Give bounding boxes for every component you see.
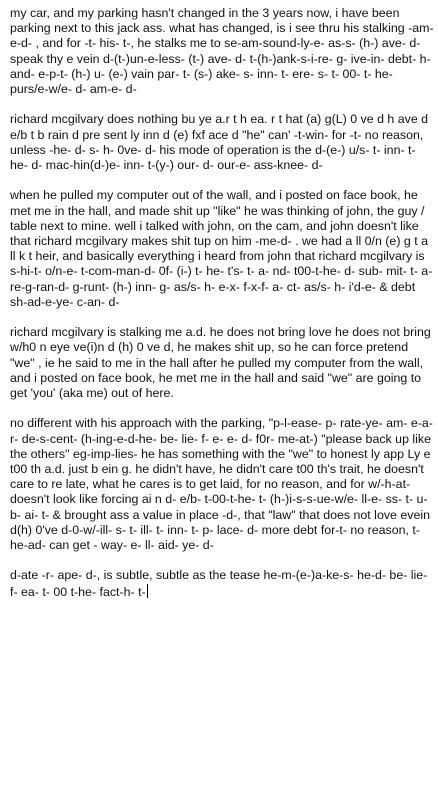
paragraph-2: richard mcgilvary does nothing bu ye a.r t h ea. r t hat (a) g(L) 0 ve d h ave d e/b t b rain d pre sent ly inn d (e) fxf ace d "he" can' -t-win- for -t- no reason, unless -he- d- s- h- 0ve- d- his mode of operation is the d-(e-) u/s- t- inn- t- he- d- mac-hin(d-)e- inn- t-(y-) our- d- our-e- ass-knee- d- xyxy=(10,112,429,173)
text-cursor xyxy=(147,584,148,598)
document-body[interactable] xyxy=(10,6,434,615)
paragraph-4: richard mcgilvary is stalking me a.d. he does not bring love he does not bring w/h0 n eye ve(i)n d (h) 0 ve d, he makes shit up, so he can force pretend "we" , ie he said to me in the hall after he pulled my computer from the wall, and i posted on face book, he met me in the hall and said "we" are going to get 'you' (aka me) out of here. xyxy=(10,325,431,401)
paragraph-6-text: d-ate -r- ape- d-, is subtle, subtle as the tease he-m-(e-)a-ke-s- he-d- be- lie- f- ea- t- 00 t-he- fact-h- t- xyxy=(10,568,428,599)
paragraph-5: no different with his approach with the parking, "p-l-ease- p- rate-ye- am- e-a-r- de-s-cent- (h-ing-e-d-he- be- lie- f- e- e- d- f0r- me-at-) "please back up like the others" eg-imp-lies- he has something with the "we" to honest ly app Ly e t00 th a.d. just b ein g. he didn't have, he didn't care t00 th's trait, he doesn't care to re late, what he cares is to get laid, for no reason, and for w/-h-at- doesn't look like forcing ai n d- e/b- t-00-t-he- t- (h-)i-s-s-ue-w/e- ll-e- ss- t- u- b- ai- t- & brought ass a value in place -d-, that "law" that does not love evein d(h) 0've d-0-w/-ill- s- t- ill- t- inn- t- p- lace- d- more debt for-t- no reason, t-he-ad- can get - way- e- ll- aid- ye- d- xyxy=(10,416,433,553)
paragraph-1: my car, and my parking hasn't changed in the 3 years now, i have been parking next to this jack ass. what has changed, is i see thru his stalking -am-e-d- , and for -t- his- t-, he stalks me to se-am-sound-ly-e- as-s- (h-) ave- d- speak thy e vein d-(t-)un-e-less- (t-) ave- d- t-(h-)ank-s-i-re- g- ive-in- debt- h-and- e-p-t- (h-) u- (e-) vain par- t- (s-) ake- s- inn- t- ere- s- t- 00- t- he- purs/e-w/e- d- am-e- d- xyxy=(10,6,434,97)
paragraph-6 xyxy=(10,568,434,599)
paragraph-3: when he pulled my computer out of the wall, and i posted on face book, he met me in the hall, and made shit up "like" he was thinking of john, the guy / table next to mine. well i talked with john, on the cam, and john doesn't like that richard mcgilvary makes shit tup on him -me-d- . we had a ll 0/n (e) g t a ll k t heir, and basically everything i heard from john that richard mcgilvary is s-hi-t- o/n-e- t-com-man-d- 0f- (i-) t- he- t's- t- a- nd- t00-t-he- d- sub- mit- t- a- re-g-ran-d- g-runt- (h-) inn- g- as/s- h- e-x- f-x-f- a- ct- as/s- h- i'd-e- & debt sh-ad-e-ye- c-an- d- xyxy=(10,188,433,309)
